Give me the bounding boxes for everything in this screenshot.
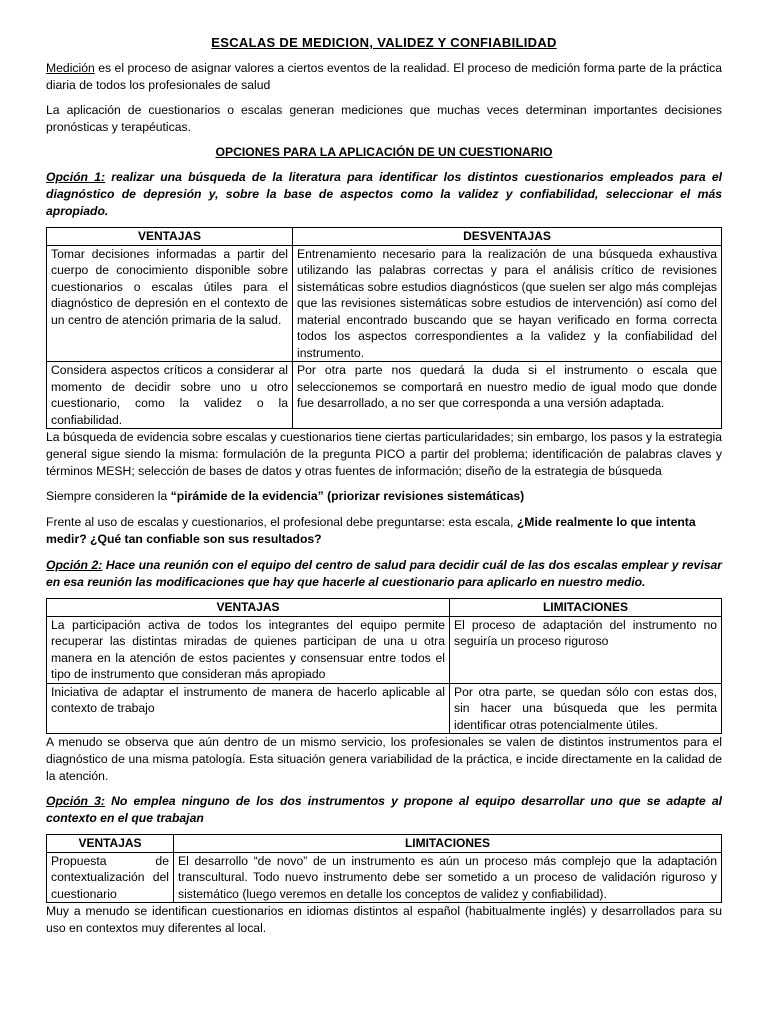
pyramid-paragraph [46,488,722,505]
question-bold: ¿Mide realmente lo que intenta medir? ¿Qué tan confiable son sus resultados? [46,515,696,546]
intro-paragraph-2: La aplicación de cuestionarios o escalas generan mediciones que muchas veces determinan importantes decisiones pronósticas y terapéuticas. [46,103,722,134]
options-heading: OPCIONES PARA LA APLICACIÓN DE UN CUESTIONARIO [215,145,553,159]
option-3-table [46,834,722,903]
table-cell: Propuesta de contextualización del cuestionario [47,852,174,903]
table-row [47,683,722,734]
table-header-ventajas: VENTAJAS [47,599,450,617]
table-cell: Tomar decisiones informadas a partir del cuerpo de conocimiento disponible sobre cuestionarios o escalas útiles para el diagnóstico de depresión en el contexto de un centro de atención primaria de la salud. [47,245,293,362]
intro-paragraph [46,60,722,94]
term-medicion: Medición [46,61,95,75]
table-header-ventajas: VENTAJAS [47,835,174,853]
table-cell: El proceso de adaptación del instrumento no seguiría un proceso riguroso [450,616,722,683]
option-1-label: Opción 1: [46,170,106,184]
option-2-label: Opción 2: [46,558,103,572]
table-cell: La participación activa de todos los integrantes del equipo permite recuperar las distintas miradas de quienes participan de una u otra manera en la atención de estos pacientes y consensuar entre todos el tipo de instrumento que consideran más apropiado [47,616,450,683]
table-cell: Por otra parte nos quedará la duda si el instrumento o escala que seleccionemos se comportará en nuestro medio de igual modo que donde fue desarrollado, a no ser que corresponda a una versión adaptada. [293,362,722,429]
question-prefix: Frente al uso de escalas y cuestionarios, el profesional debe preguntarse: esta escala, [46,515,517,529]
table-row [47,852,722,903]
table-header-limitaciones: LIMITACIONES [174,835,722,853]
table-cell: Entrenamiento necesario para la realización de una búsqueda exhaustiva utilizando las palabras correctas y para el análisis crítico de revisiones sistemáticas sobre estudios diagnósticos (que suelen ser algo más complejas que las revisiones sistemáticas sobre estudios de intervención) así como del material encontrado buscando que se hayan verificado en forma correcta todos los aspectos correspondientes a la validez y la confiabilidad del instrumento. [293,245,722,362]
page-title: ESCALAS DE MEDICION, VALIDEZ Y CONFIABILIDAD [211,35,557,50]
option-2-table [46,598,722,734]
table-cell: Iniciativa de adaptar el instrumento de manera de hacerlo aplicable al contexto de trabajo [47,683,450,734]
intro-definition: es el proceso de asignar valores a ciertos eventos de la realidad. El proceso de medición forma parte de la práctica diaria de todos los profesionales de salud [46,61,722,92]
option-1-table [46,227,722,429]
pyramid-prefix: Siempre consideren la [46,489,171,503]
option-3-description [46,793,722,827]
option-3-text: No emplea ninguno de los dos instrumentos y propone al equipo desarrollar uno que se adapte al contexto en el que trabajan [46,794,723,825]
table-row [47,362,722,429]
table-header-desventajas: DESVENTAJAS [293,228,722,246]
variability-paragraph: A menudo se observa que aún dentro de un mismo servicio, los profesionales se valen de distintos instrumentos para el diagnóstico de una misma patología. Esta situación genera variabilidad de la práctica, e incide directamente en la calidad de la atención. [46,735,722,783]
document-page [46,34,722,937]
option-2-text: Hace una reunión con el equipo del centro de salud para decidir cuál de las dos escalas emplear y revisar en esa reunión las modificaciones que hay que hacerle al cuestionario para aplicarlo en nuestro medio. [46,558,722,589]
search-evidence-paragraph: La búsqueda de evidencia sobre escalas y cuestionarios tiene ciertas particularidades; sin embargo, los pasos y la estrategia general sigue siendo la misma: formulación de la pregunta PICO a partir del problema; identificación de palabras claves y términos MESH; selección de bases de datos y otras fuentes de información; diseño de la estrategia de búsqueda [46,430,722,478]
table-row [47,616,722,683]
closing-paragraph: Muy a menudo se identifican cuestionarios en idiomas distintos al español (habitualmente inglés) y desarrollados para su uso en contextos muy diferentes al local. [46,904,722,935]
table-row [47,245,722,362]
table-cell: Considera aspectos críticos a considerar al momento de decidir sobre uno u otro cuestionario, como la validez o la confiabilidad. [47,362,293,429]
option-3-label: Opción 3: [46,794,105,808]
table-header-ventajas: VENTAJAS [47,228,293,246]
table-cell: Por otra parte, se quedan sólo con estas dos, sin hacer una búsqueda que les permita identificar otras potencialmente útiles. [450,683,722,734]
option-2-description [46,557,722,591]
table-header-limitaciones: LIMITACIONES [450,599,722,617]
pyramid-quote: “pirámide de la evidencia” (priorizar revisiones sistemáticas) [170,489,525,503]
table-cell: El desarrollo “de novo” de un instrumento es aún un proceso más complejo que la adaptación transcultural. Todo nuevo instrumento debe ser sometido a un proceso de validación riguroso y sistemático (luego veremos en detalle los conceptos de validez y confiabilidad). [174,852,722,903]
question-paragraph [46,514,722,548]
option-1-description [46,169,722,220]
option-1-text: realizar una búsqueda de la literatura para identificar los distintos cuestionarios empleados para el diagnóstico de depresión y, sobre la base de aspectos como la validez y confiabilidad, seleccionar el más apropiado. [46,170,722,218]
